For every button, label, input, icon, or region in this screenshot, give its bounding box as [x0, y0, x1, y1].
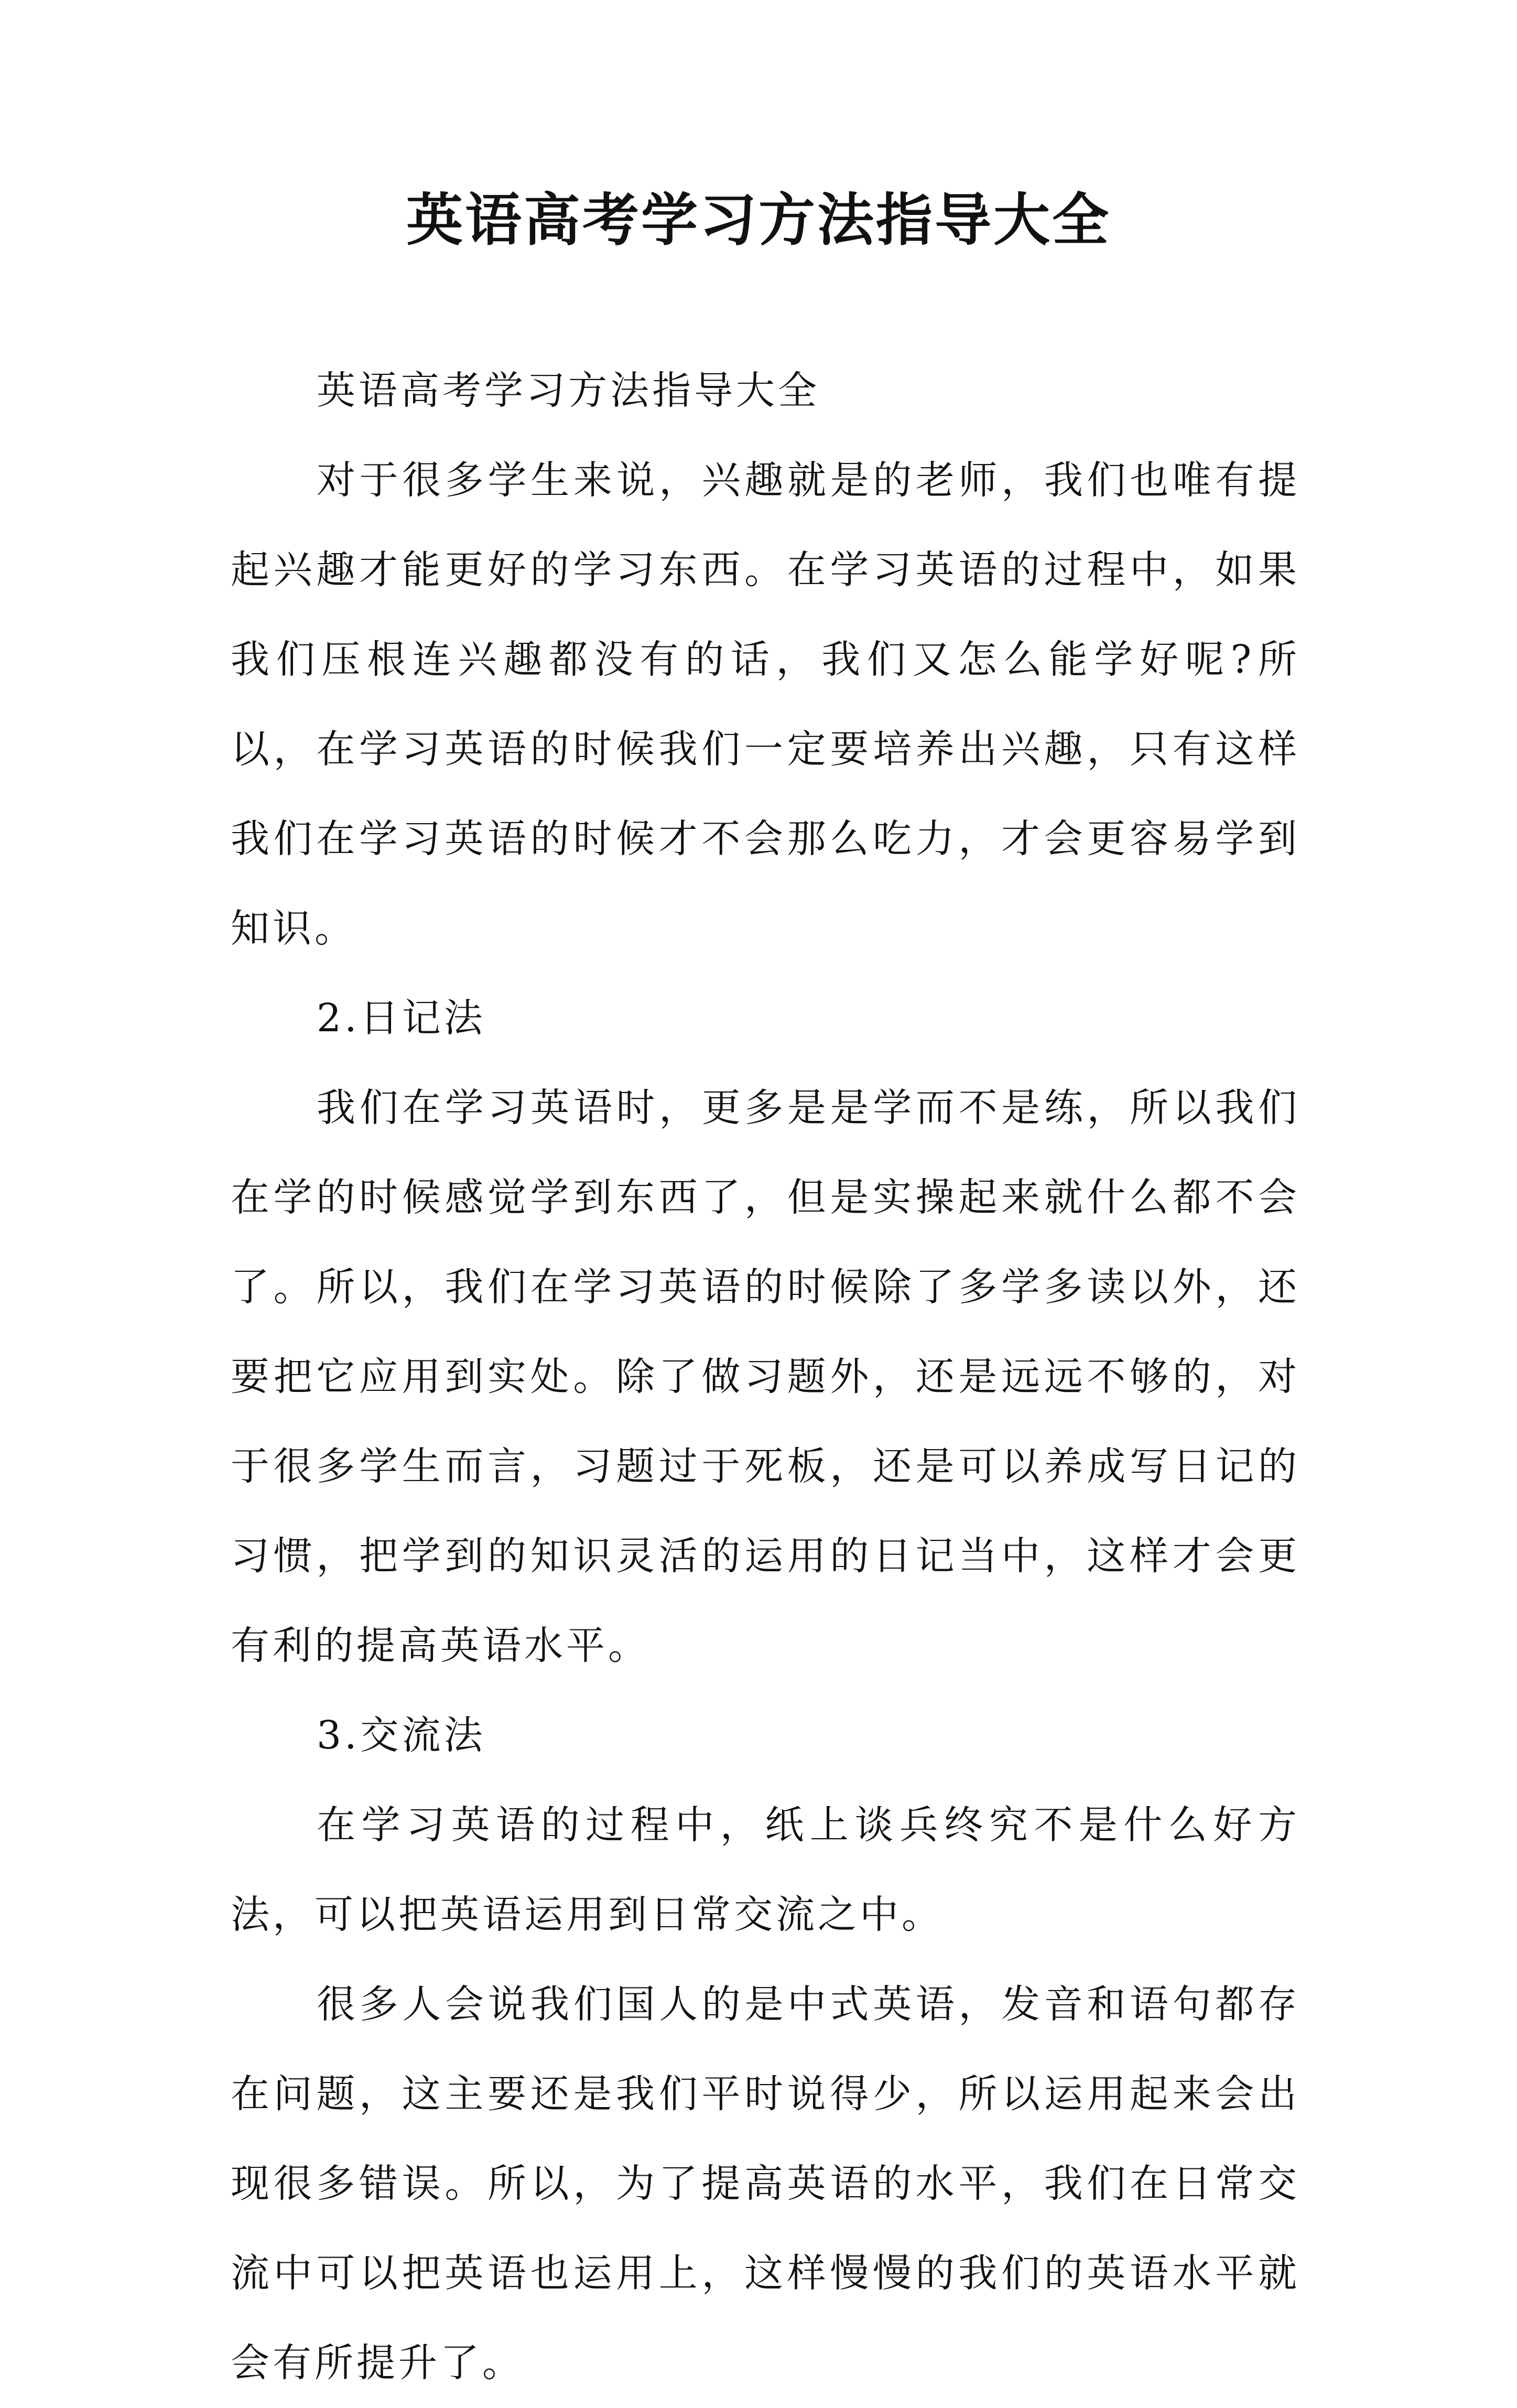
paragraph-chinglish: 很多人会说我们国人的是中式英语，发音和语句都存在问题，这主要还是我们平时说得少，所以运用起来会出现很多错误。所以，为了提高英语的水平，我们在日常交流中可以把英语也运用上，这样慢慢的我们的英语水平就会有所提升了。	[231, 1982, 1300, 2385]
paragraph-communication: 在学习英语的过程中，纸上谈兵终究不是什么好方法，可以把英语运用到日常交流之中。	[231, 1802, 1300, 1937]
document-body	[231, 346, 1300, 2408]
section-diary-heading: 2.日记法	[317, 996, 486, 1041]
paragraph-heading: 英语高考学习方法指导大全	[317, 368, 820, 413]
document-title: 英语高考学习方法指导大全	[406, 187, 1111, 253]
paragraph-interest: 对于很多学生来说，兴趣就是的老师，我们也唯有提起兴趣才能更好的学习东西。在学习英语的过程中，如果我们压根连兴趣都没有的话，我们又怎么能学好呢?所以，在学习英语的时候我们一定要培养出兴趣，只有这样我们在学习英语的时候才不会那么吃力，才会更容易学到知识。	[231, 458, 1300, 951]
paragraph-diary: 我们在学习英语时，更多是是学而不是练，所以我们在学的时候感觉学到东西了，但是实操起来就什么都不会了。所以，我们在学习英语的时候除了多学多读以外，还要把它应用到实处。除了做习题外，还是远远不够的，对于很多学生而言，习题过于死板，还是可以养成写日记的习惯，把学到的知识灵活的运用的日记当中，这样才会更有利的提高英语水平。	[231, 1085, 1300, 1668]
section-communication-heading: 3.交流法	[317, 1713, 486, 1758]
